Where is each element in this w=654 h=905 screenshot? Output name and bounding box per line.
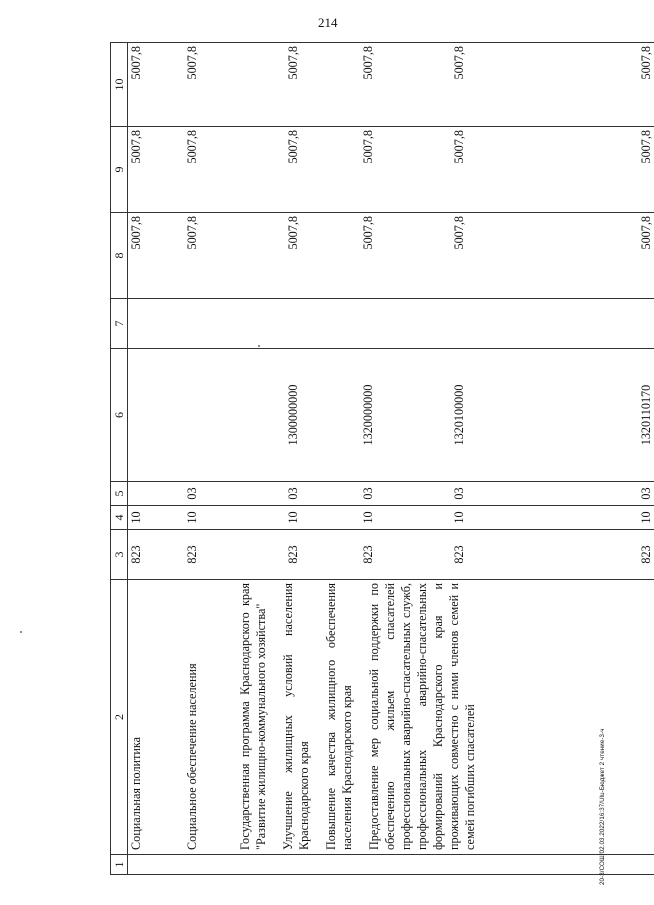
cell-value: 03 [639, 487, 653, 500]
header-cell: 1 [111, 855, 128, 875]
row-number-cell [128, 855, 654, 875]
cell-value: 5007,8 [286, 46, 300, 80]
value-column-10 [128, 43, 654, 127]
cell-value: 5007,8 [129, 216, 143, 250]
row-name: Социальная политика [129, 736, 143, 850]
cell-value: 5007,8 [639, 46, 653, 80]
cell-value: 03 [361, 487, 375, 500]
cell-value: 823 [361, 545, 375, 564]
header-cell: 2 [111, 580, 128, 855]
table-header-row [111, 43, 128, 875]
cell-value: 5007,8 [185, 130, 199, 164]
code-column-6 [128, 349, 654, 482]
cell-value: 1320110170 [639, 384, 653, 446]
cell-value: 823 [452, 545, 466, 564]
cell-value: 10 [185, 511, 199, 524]
cell-value: 5007,8 [639, 216, 653, 250]
cell-value: 5007,8 [452, 130, 466, 164]
header-cell: 3 [111, 530, 128, 580]
cell-value: 5007,8 [361, 46, 375, 80]
cell-value: 5007,8 [639, 130, 653, 164]
header-cell: 10 [111, 43, 128, 127]
budget-table [110, 42, 654, 875]
header-cell: 7 [111, 299, 128, 349]
value-column-8 [128, 213, 654, 299]
row-name: Социальное обеспечение населения [185, 663, 199, 850]
cell-value: 823 [639, 545, 653, 564]
cell-value: 03 [286, 487, 300, 500]
code-column-4 [128, 506, 654, 530]
code-column-3 [128, 530, 654, 580]
cell-value: 5007,8 [361, 130, 375, 164]
cell-value: 5007,8 [129, 130, 143, 164]
scan-speck [20, 631, 22, 633]
cell-value: 5007,8 [185, 216, 199, 250]
cell-value: 5007,8 [286, 130, 300, 164]
cell-value: 5007,8 [452, 216, 466, 250]
cell-value: 1320100000 [452, 384, 466, 446]
table-body-row [128, 43, 654, 875]
cell-value: 03 [452, 487, 466, 500]
cell-value: 823 [286, 545, 300, 564]
row-name: Повышение качества жилищного обеспечения населения Краснодарского края [324, 583, 354, 850]
cell-value: 10 [452, 511, 466, 524]
value-column-9 [128, 127, 654, 213]
cell-value: 5007,8 [361, 216, 375, 250]
cell-value: 1300000000 [286, 384, 300, 446]
cell-value: 5007,8 [286, 216, 300, 250]
row-name: Предоставление мер социальной поддержки по обеспечению жильем спасателей профессиональных аварийно-спасательных служб, профессиональных аварийно-спасательных формирований Краснодарского края и проживающих совместно с ними членов семей и семей погибших спасателей [367, 583, 477, 850]
header-cell: 6 [111, 349, 128, 482]
cell-value: 5007,8 [185, 46, 199, 80]
header-cell: 9 [111, 127, 128, 213]
row-name: Государственная программа Краснодарского края "Развитие жилищно-коммунального хозяйства" [238, 583, 268, 850]
header-cell: 5 [111, 482, 128, 506]
cell-value: 10 [129, 511, 143, 524]
row-name: Улучшение жилищных условий населения Краснодарского края [281, 583, 311, 850]
cell-value: 823 [129, 545, 143, 564]
header-cell: 4 [111, 506, 128, 530]
cell-value: 5007,8 [452, 46, 466, 80]
cell-value: 10 [639, 511, 653, 524]
document-stamp-note: 20-3/СОШ/02.03.2022/16:37/Ulu-Бюджет 2 чтение-3-ч [599, 728, 606, 885]
code-column-7 [128, 299, 654, 349]
name-column [128, 580, 654, 855]
header-cell: 8 [111, 213, 128, 299]
cell-value: 1320000000 [361, 384, 375, 446]
cell-value: 03 [185, 487, 199, 500]
cell-value: 823 [185, 545, 199, 564]
code-column-5 [128, 482, 654, 506]
cell-value: 10 [286, 511, 300, 524]
cell-value: 5007,8 [129, 46, 143, 80]
cell-value: 10 [361, 511, 375, 524]
rotated-table-area [110, 43, 653, 875]
page-number: 214 [318, 15, 338, 30]
